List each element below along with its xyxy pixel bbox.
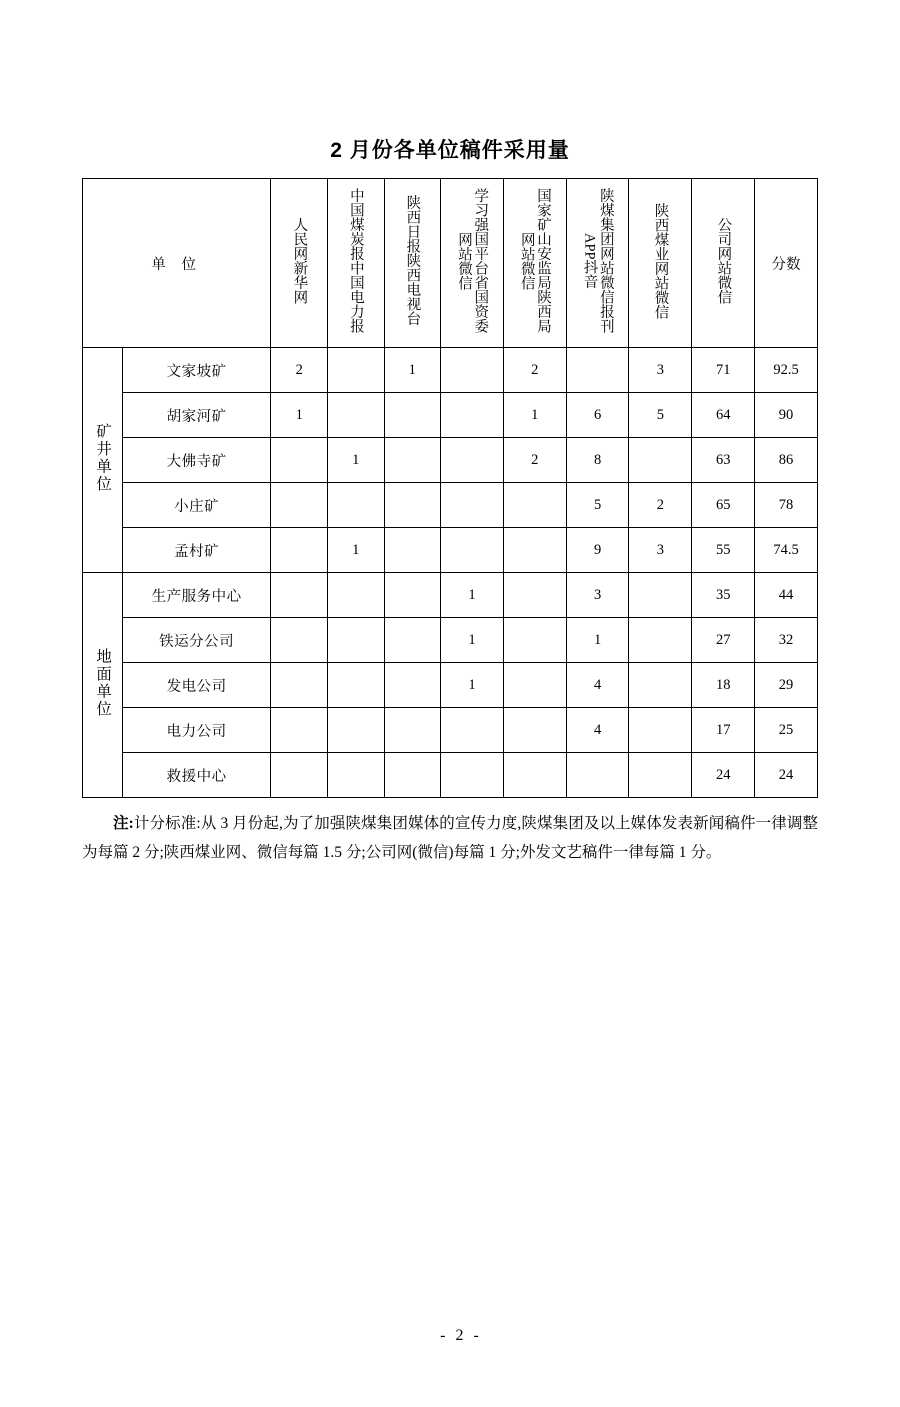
cell [503, 573, 566, 618]
table-note [82, 810, 818, 867]
cell [271, 483, 328, 528]
cell: 18 [692, 663, 755, 708]
cell [441, 528, 504, 573]
cell [629, 663, 692, 708]
cell [327, 348, 384, 393]
column-header-0-label: 人民网新华网 [291, 217, 308, 304]
cell [629, 753, 692, 798]
row-label: 铁运分公司 [122, 618, 271, 663]
cell: 9 [566, 528, 629, 573]
cell [271, 708, 328, 753]
cell: 1 [441, 663, 504, 708]
cell [271, 663, 328, 708]
cell [629, 708, 692, 753]
cell [327, 393, 384, 438]
cell: 4 [566, 663, 629, 708]
cell: 8 [566, 438, 629, 483]
column-header-0 [271, 179, 328, 348]
cell-score: 78 [755, 483, 818, 528]
row-label: 小庄矿 [122, 483, 271, 528]
cell: 27 [692, 618, 755, 663]
cell [271, 573, 328, 618]
column-header-4 [503, 179, 566, 348]
cell [384, 753, 441, 798]
cell: 1 [271, 393, 328, 438]
row-group-0 [83, 348, 123, 573]
cell [503, 663, 566, 708]
row-group-1 [83, 573, 123, 798]
column-header-1 [327, 179, 384, 348]
row-label: 电力公司 [122, 708, 271, 753]
cell: 24 [692, 753, 755, 798]
column-header-5-label: 陕煤集团网站微信报刊APP抖音 [581, 188, 614, 333]
cell [327, 573, 384, 618]
cell [441, 483, 504, 528]
cell: 35 [692, 573, 755, 618]
cell [566, 348, 629, 393]
cell [271, 528, 328, 573]
cell [384, 618, 441, 663]
cell-score: 44 [755, 573, 818, 618]
cell: 4 [566, 708, 629, 753]
cell [271, 438, 328, 483]
column-header-7 [692, 179, 755, 348]
cell: 17 [692, 708, 755, 753]
cell: 1 [327, 528, 384, 573]
cell [441, 438, 504, 483]
cell [503, 528, 566, 573]
table-row [83, 483, 818, 528]
cell [441, 753, 504, 798]
cell-score: 92.5 [755, 348, 818, 393]
cell-score: 74.5 [755, 528, 818, 573]
cell [384, 483, 441, 528]
table-row [83, 393, 818, 438]
cell-score: 90 [755, 393, 818, 438]
cell-score: 32 [755, 618, 818, 663]
cell: 5 [629, 393, 692, 438]
cell [566, 753, 629, 798]
cell [441, 708, 504, 753]
cell: 1 [441, 573, 504, 618]
cell [629, 438, 692, 483]
cell [327, 753, 384, 798]
cell: 64 [692, 393, 755, 438]
cell: 2 [503, 348, 566, 393]
cell-score: 86 [755, 438, 818, 483]
cell [327, 618, 384, 663]
column-header-score: 分数 [755, 179, 818, 348]
cell: 3 [566, 573, 629, 618]
cell: 2 [629, 483, 692, 528]
cell-score: 25 [755, 708, 818, 753]
cell: 1 [384, 348, 441, 393]
cell [271, 618, 328, 663]
cell [503, 483, 566, 528]
note-text: 计分标准:从 3 月份起,为了加强陕煤集团媒体的宣传力度,陕煤集团及以上媒体发表新闻稿件一律调整为每篇 2 分;陕西煤业网、微信每篇 1.5 分;公司网(微信)每篇 1 分;外发文艺稿件一律每篇 1 分。 [82, 815, 819, 861]
cell: 2 [271, 348, 328, 393]
cell [384, 708, 441, 753]
cell [384, 573, 441, 618]
submission-count-table [82, 178, 818, 798]
column-header-5 [566, 179, 629, 348]
table-body [83, 348, 818, 798]
cell: 3 [629, 348, 692, 393]
cell [629, 573, 692, 618]
column-header-3 [441, 179, 504, 348]
row-label: 孟村矿 [122, 528, 271, 573]
cell: 5 [566, 483, 629, 528]
cell: 55 [692, 528, 755, 573]
cell [384, 663, 441, 708]
cell [384, 528, 441, 573]
table-row [83, 618, 818, 663]
column-header-1-label: 中国煤炭报中国电力报 [347, 188, 364, 333]
table-row [83, 528, 818, 573]
table-header [83, 179, 818, 348]
row-label: 救援中心 [122, 753, 271, 798]
cell: 3 [629, 528, 692, 573]
row-label: 生产服务中心 [122, 573, 271, 618]
row-label: 大佛寺矿 [122, 438, 271, 483]
cell: 63 [692, 438, 755, 483]
cell: 1 [441, 618, 504, 663]
table-row [83, 348, 818, 393]
cell [384, 393, 441, 438]
cell [503, 618, 566, 663]
document-page [0, 134, 900, 1407]
cell-score: 24 [755, 753, 818, 798]
cell: 6 [566, 393, 629, 438]
row-label: 发电公司 [122, 663, 271, 708]
column-header-4-label: 国家矿山安监局陕西局网站微信 [518, 188, 551, 333]
cell [503, 708, 566, 753]
row-group-0-label: 矿井单位 [94, 422, 112, 493]
cell [503, 753, 566, 798]
cell: 65 [692, 483, 755, 528]
cell: 1 [566, 618, 629, 663]
cell: 71 [692, 348, 755, 393]
table-row [83, 438, 818, 483]
page-number: - 2 - [440, 1327, 482, 1344]
column-header-2 [384, 179, 441, 348]
column-header-6-label: 陕西煤业网站微信 [652, 202, 669, 319]
note-label: 注: [113, 815, 134, 832]
column-header-6 [629, 179, 692, 348]
row-group-1-label: 地面单位 [94, 647, 112, 718]
column-header-7-label: 公司网站微信 [715, 217, 732, 304]
table-row [83, 663, 818, 708]
cell [441, 348, 504, 393]
cell [441, 393, 504, 438]
cell [271, 753, 328, 798]
cell [327, 483, 384, 528]
column-header-3-label: 学习强国平台省国资委网站微信 [455, 188, 489, 333]
table-row [83, 573, 818, 618]
table-row [83, 753, 818, 798]
column-header-unit: 单 位 [83, 179, 271, 348]
cell: 2 [503, 438, 566, 483]
cell-score: 29 [755, 663, 818, 708]
row-label: 胡家河矿 [122, 393, 271, 438]
cell [629, 618, 692, 663]
cell: 1 [503, 393, 566, 438]
cell [327, 663, 384, 708]
page-title: 2 月份各单位稿件采用量 [330, 139, 570, 162]
column-header-2-label: 陕西日报陕西电视台 [404, 195, 421, 326]
cell: 1 [327, 438, 384, 483]
row-label: 文家坡矿 [122, 348, 271, 393]
table-row [83, 708, 818, 753]
cell [327, 708, 384, 753]
cell [384, 438, 441, 483]
